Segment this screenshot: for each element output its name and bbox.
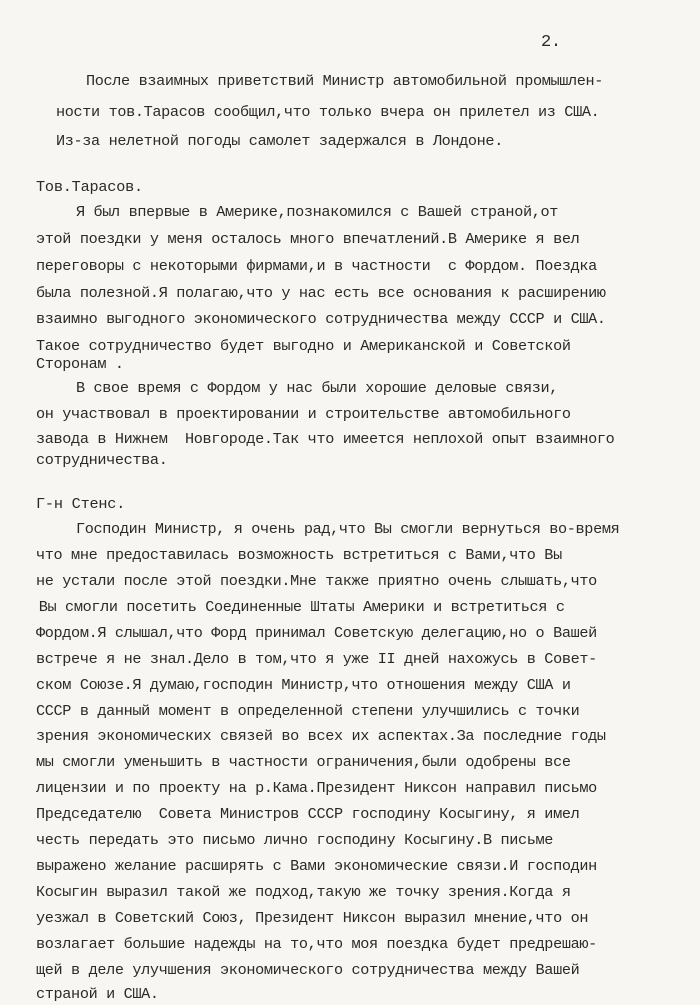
stans-line: Господин Министр, я очень рад,что Вы смогли вернуться во-время bbox=[76, 520, 620, 538]
intro-line: ности тов.Тарасов сообщил,что только вчера он прилетел из США. bbox=[56, 103, 600, 121]
speaker-tarasov: Тов.Тарасов. bbox=[36, 178, 143, 196]
stans-line: не устали после этой поездки.Мне также приятно очень слышать,что bbox=[36, 572, 597, 590]
tarasov-line: Такое сотрудничество будет выгодно и Американской и Советской bbox=[36, 337, 571, 355]
tarasov-line: сотрудничества. bbox=[36, 451, 168, 469]
stans-line: уезжал в Советский Союз, Президент Никсон выразил мнение,что он bbox=[36, 909, 589, 927]
intro-line: Из-за нелетной погоды самолет задержался в Лондоне. bbox=[56, 132, 503, 150]
stans-line: выражено желание расширять с Вами экономические связи.И господин bbox=[36, 857, 597, 875]
tarasov-line: взаимно выгодного экономического сотрудничества между СССР и США. bbox=[36, 310, 606, 328]
stans-line: мы смогли уменьшить в частности ограничения,были одобрены все bbox=[36, 753, 571, 771]
tarasov-line: была полезной.Я полагаю,что у нас есть все основания к расширению bbox=[36, 284, 606, 302]
tarasov-line: переговоры с некоторыми фирмами,и в частности с Фордом. Поездка bbox=[36, 257, 597, 275]
stans-line: щей в деле улучшения экономического сотрудничества между Вашей bbox=[36, 961, 580, 979]
stans-line: возлагает большие надежды на то,что моя поездка будет предрешаю- bbox=[36, 935, 597, 953]
tarasov-line: завода в Нижнем Новгороде.Так что имеется неплохой опыт взаимного bbox=[36, 430, 615, 448]
page-number: 2. bbox=[541, 33, 561, 52]
stans-line: ском Союзе.Я думаю,господин Министр,что отношения между США и bbox=[36, 676, 571, 694]
stans-line: Косыгин выразил такой же подход,такую же точку зрения.Когда я bbox=[36, 883, 571, 901]
speaker-stans: Г-н Стенс. bbox=[36, 495, 126, 513]
stans-line: лицензии и по проекту на р.Кама.Президент Никсон направил письмо bbox=[36, 779, 597, 797]
tarasov-line: В свое время с Фордом у нас были хорошие деловые связи, bbox=[76, 379, 559, 397]
stans-line: Фордом.Я слышал,что Форд принимал Советскую делегацию,но о Вашей bbox=[36, 624, 597, 642]
stans-line: честь передать это письмо лично господину Косыгину.В письме bbox=[36, 831, 554, 849]
stans-line: страной и США. bbox=[36, 985, 159, 1003]
tarasov-line: он участвовал в проектировании и строительстве автомобильного bbox=[36, 405, 571, 423]
tarasov-line: этой поездки у меня осталось много впечатлений.В Америке я вел bbox=[36, 230, 580, 248]
stans-line: Председателю Совета Министров СССР господину Косыгину, я имел bbox=[36, 805, 580, 823]
stans-line: Вы смогли посетить Соединенные Штаты Америки и встретиться с bbox=[30, 598, 565, 616]
stans-line: встрече я не знал.Дело в том,что я уже II дней нахожусь в Совет- bbox=[36, 650, 597, 668]
stans-line: что мне предоставилась возможность встретиться с Вами,что Вы bbox=[36, 546, 562, 564]
tarasov-line: Я был впервые в Америке,познакомился с Вашей страной,от bbox=[76, 203, 559, 221]
tarasov-line: Сторонам . bbox=[36, 355, 124, 373]
intro-line: После взаимных приветствий Министр автомобильной промышлен- bbox=[86, 72, 604, 90]
stans-line: СССР в данный момент в определенной степени улучшились с точки bbox=[36, 702, 580, 720]
stans-line: зрения экономических связей во всех их аспектах.За последние годы bbox=[36, 727, 606, 745]
